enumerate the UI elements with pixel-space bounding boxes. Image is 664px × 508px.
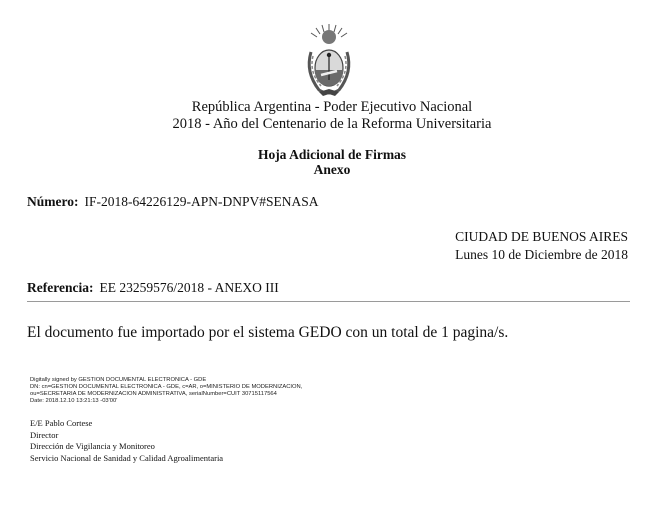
numero-value: IF-2018-64226129-APN-DNPV#SENASA	[84, 194, 319, 209]
document-subtitle: Anexo	[313, 162, 351, 177]
city: CIUDAD DE BUENOS AIRES	[455, 229, 628, 244]
referencia-label: Referencia:	[27, 280, 94, 295]
signer-agency: Servicio Nacional de Sanidad y Calidad Agroalimentaria	[30, 452, 224, 463]
numero-row	[27, 194, 319, 210]
header-line-1: República Argentina - Poder Ejecutivo Nacional	[191, 99, 473, 115]
divider	[27, 301, 630, 302]
signature-line-4: Date: 2018.12.10 13:21:13 -03'00'	[30, 398, 118, 404]
signer-block	[30, 418, 223, 464]
signer-office: Dirección de Vigilancia y Monitoreo	[30, 441, 155, 451]
coat-of-arms-icon	[301, 22, 357, 98]
header-line-2: 2018 - Año del Centenario de la Reforma Universitaria	[172, 116, 492, 132]
body-text: El documento fue importado por el sistema GEDO con un total de 1 pagina/s.	[27, 324, 509, 341]
signature-line-3: ou=SECRETARIA DE MODERNIZACION ADMINISTRATIVA, serialNumber=CUIT 30715117564	[30, 391, 277, 397]
referencia-row	[27, 280, 279, 296]
numero-label: Número:	[27, 194, 79, 209]
signature-line-1: Digitally signed by GESTION DOCUMENTAL ELECTRONICA - GDE	[30, 377, 207, 383]
document-title: Hoja Adicional de Firmas	[257, 147, 407, 162]
signature-line-2: DN: cn=GESTION DOCUMENTAL ELECTRONICA - GDE, c=AR, o=MINISTERIO DE MODERNIZACION,	[30, 384, 303, 390]
signer-role: Director	[30, 429, 59, 440]
referencia-value: EE 23259576/2018 - ANEXO III	[99, 280, 279, 295]
signer-name: E/E Pablo Cortese	[30, 418, 93, 428]
date: Lunes 10 de Diciembre de 2018	[455, 247, 628, 262]
digital-signature-block	[30, 377, 302, 405]
